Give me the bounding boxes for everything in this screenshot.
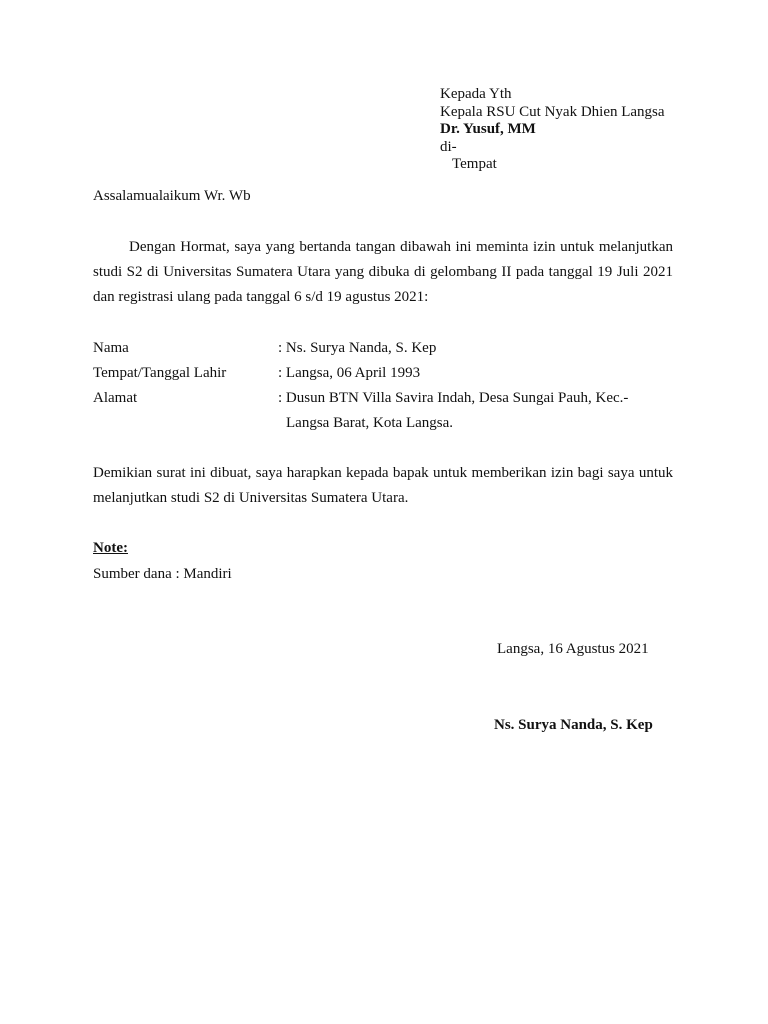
- field-label-empty: [93, 411, 278, 436]
- addressee-name: Dr. Yusuf, MM: [440, 121, 536, 137]
- body-paragraph-closing: Demikian surat ini dibuat, saya harapkan kepada bapak untuk memberikan izin bagi saya untuk melanjutkan studi S2 di Universitas Sumatera Utara.: [93, 465, 673, 506]
- field-row-nama: [93, 336, 673, 361]
- field-row-alamat: [93, 386, 673, 411]
- field-value-alamat-line2: Langsa Barat, Kota Langsa.: [286, 415, 454, 431]
- field-row-alamat-cont: [93, 411, 673, 436]
- addressee-salutation: Kepada Yth: [440, 86, 512, 102]
- signer-name: Ns. Surya Nanda, S. Kep: [494, 717, 653, 733]
- note-text: Sumber dana : Mandiri: [93, 566, 232, 582]
- greeting: Assalamualaikum Wr. Wb: [93, 188, 251, 204]
- field-label-nama: Nama: [93, 340, 129, 356]
- identity-fields: [93, 336, 673, 436]
- field-value-ttl: : Langsa, 06 April 1993: [278, 365, 421, 381]
- place-date: Langsa, 16 Agustus 2021: [497, 641, 649, 657]
- addressee-place: Tempat: [452, 156, 497, 172]
- note-title: Note:: [93, 540, 128, 556]
- field-label-ttl: Tempat/Tanggal Lahir: [93, 365, 227, 381]
- field-label-alamat: Alamat: [93, 390, 138, 406]
- field-value-nama: : Ns. Surya Nanda, S. Kep: [278, 340, 437, 356]
- field-row-ttl: [93, 361, 673, 386]
- field-value-alamat-line1: : Dusun BTN Villa Savira Indah, Desa Sungai Pauh, Kec.-: [278, 390, 629, 406]
- body-paragraph-opening: Dengan Hormat, saya yang bertanda tangan dibawah ini meminta izin untuk melanjutkan studi S2 di Universitas Sumatera Utara yang dibuka di gelombang II pada tanggal 19 Juli 2021 dan registrasi ulang pada tanggal 6 s/d 19 agustus 2021:: [93, 239, 673, 305]
- addressee-block: [440, 86, 665, 174]
- addressee-position: Kepala RSU Cut Nyak Dhien Langsa: [440, 103, 665, 120]
- addressee-di: di-: [440, 138, 457, 155]
